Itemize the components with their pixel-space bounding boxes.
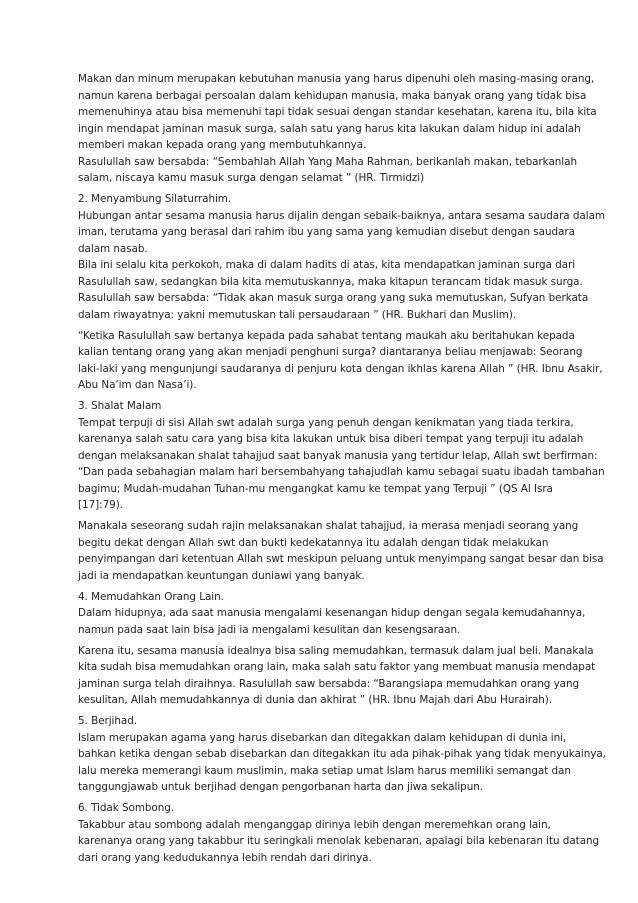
- text-line: Rasulullah saw, sedangkan bila kita memutuskannya, maka kitapun terancam tidak masuk surga.: [78, 275, 583, 288]
- text-line: lalu mereka memerangi kaum muslimin, maka setiap umat Islam harus memiliki semangat dan: [78, 764, 571, 777]
- text-line: memenuhinya atau bisa memenuhi tapi tidak sesuai dengan standar kesehatan, karena itu, bila kita: [78, 106, 597, 118]
- text-line: Manakala seseorang sudah rajin melaksanakan shalat tahajjud, ia merasa menjadi seorang yang: [78, 520, 579, 532]
- text-line: dengan melaksanakan shalat tahajjud saat banyak manusia yang tertidur lelap, Allah swt berfirman:: [78, 449, 598, 462]
- section-shalat-malam: [78, 398, 605, 514]
- text-line: Islam merupakan agama yang harus disebarkan dan ditegakkan dalam kehidupan di dunia ini,: [78, 731, 567, 744]
- text-line: [17]:79).: [78, 499, 123, 511]
- text-line: Takabbur atau sombong adalah menganggap dirinya lebih dengan meremehkan orang lain,: [78, 818, 551, 831]
- paragraph-saling-memudahkan: [78, 643, 596, 709]
- paragraph-hadits-rasulullah: [78, 328, 603, 394]
- text-line: iman, terutama yang berasal dari rahim ibu yang sama yang kemudian disebut dengan saudara: [78, 226, 575, 238]
- text-line: karenanya orang yang takabbur itu seringkali menolak kebenaran, apalagi bila kebenaran itu datang: [78, 835, 600, 847]
- section-memudahkan-orang-lain: [78, 589, 586, 639]
- paragraph-memberi-makan: [78, 71, 597, 187]
- section-heading: 3. Shalat Malam: [78, 400, 162, 412]
- text-line: Bila ini selalu kita perkokoh, maka di dalam hadits di atas, kita mendapatkan jaminan surga dari: [78, 259, 576, 271]
- text-line: Karena itu, sesama manusia idealnya bisa saling memudahkan, termasuk dalam jual beli. Manakala: [78, 644, 594, 657]
- text-line: Rasulullah saw bersabda: “Sembahlah Allah Yang Maha Rahman, berikanlah makan, tebarkanlah: [78, 155, 577, 168]
- text-line: Abu Na’im dan Nasa’i).: [78, 379, 197, 391]
- text-line: jadi ia mendapatkan keuntungan duniawi yang banyak.: [78, 569, 365, 582]
- text-line: ingin mendapat jaminan masuk surga, salah satu yang harus kita lakukan dalam hidup ini adalah: [78, 122, 581, 135]
- text-line: Hubungan antar sesama manusia harus dijalin dengan sebaik-baiknya, antara sesama saudara dalam: [78, 209, 605, 222]
- text-line: Makan dan minum merupakan kebutuhan manusia yang harus dipenuhi oleh masing-masing orang,: [78, 73, 595, 85]
- text-line: Dalam hidupnya, ada saat manusia mengalami kesenangan hidup dengan segala kemudahannya,: [78, 607, 586, 619]
- text-line: jaminan surga telah diraihnya. Rasulullah saw bersabda: “Barangsiapa memudahkan orang yang: [78, 677, 580, 690]
- text-line: bagimu; Mudah-mudahan Tuhan-mu mengangkat kamu ke tempat yang Terpuji ” (QS Al Isra: [78, 482, 553, 495]
- text-line: kalian tentang orang yang akan menjadi penghuni surga? diantaranya beliau menjawab: Seorang: [78, 346, 583, 358]
- section-heading: 4. Memudahkan Orang Lain.: [78, 590, 224, 603]
- text-line: tanggungjawab untuk berjihad dengan pengorbanan harta dan jiwa sekalipun.: [78, 781, 484, 793]
- text-line: begitu dekat dengan Allah swt dan bukti kedekatannya itu adalah dengan tidak melakukan: [78, 536, 549, 549]
- section-berjihad: [78, 713, 606, 796]
- text-line: bahkan ketika dengan sebab disebarkan dan ditegakkan itu ada pihak-pihak yang tidak menyukainya,: [78, 748, 606, 760]
- text-line: namun karena berbagai persoalan dalam kehidupan manusia, maka banyak orang yang tidak bisa: [78, 89, 587, 102]
- text-line: salam, niscaya kamu masuk surga dengan selamat ” (HR. Tirmidzi): [78, 172, 425, 184]
- section-heading: 6. Tidak Sombong.: [78, 802, 175, 814]
- section-menyambung-silaturrahim: [78, 191, 605, 323]
- text-line: “Ketika Rasulullah saw bertanya kepada pada sahabat tentang maukah aku beritahukan kepada: [78, 329, 575, 342]
- text-line: penyimpangan dari ketentuan Allah swt meskipun peluang untuk menyimpang sangat besar dan bisa: [78, 553, 604, 565]
- section-heading: 5. Berjihad.: [78, 715, 138, 727]
- text-line: “Dan pada sebahagian malam hari bersembahyang tahajudlah kamu sebagai suatu ibadah tambahan: [78, 466, 605, 478]
- paragraph-tahajjud: [78, 518, 604, 584]
- section-tidak-sombong: [78, 800, 600, 866]
- text-line: namun pada saat lain bisa jadi ia mengalami kesulitan dan kesengsaraan.: [78, 623, 461, 636]
- text-line: karenanya salah satu cara yang bisa kita lakukan untuk bisa diberi tempat yang terpuji itu adalah: [78, 433, 584, 445]
- text-line: dalam riwayatnya: yakni memutuskan tali persaudaraan ” (HR. Bukhari dan Muslim).: [78, 308, 517, 321]
- text-line: dari orang yang kedudukannya lebih rendah dari dirinya.: [78, 851, 372, 864]
- section-heading: 2. Menyambung Silaturrahim.: [78, 193, 232, 205]
- text-line: memberi makan kepada orang yang membutuhkannya.: [78, 139, 367, 151]
- text-line: Rasulullah saw bersabda: “Tidak akan masuk surga orang yang suka memutuskan, Sufyan berkata: [78, 292, 589, 304]
- text-line: dalam nasab.: [78, 242, 148, 255]
- text-line: kesulitan, Allah memudahkannya di dunia dan akhirat ” (HR. Ibnu Majah dari Abu Hurairah).: [78, 694, 553, 706]
- text-line: Tempat terpuji di sisi Allah swt adalah surga yang penuh dengan kenikmatan yang tiada terkira,: [78, 416, 574, 429]
- text-line: laki-laki yang mengunjungi saudaranya di penjuru kota dengan ikhlas karena Allah ” (HR. Ibnu Asakir,: [78, 362, 603, 375]
- text-line: kita sudah bisa memudahkan orang lain, maka salah satu faktor yang membuat manusia mendapat: [78, 661, 596, 673]
